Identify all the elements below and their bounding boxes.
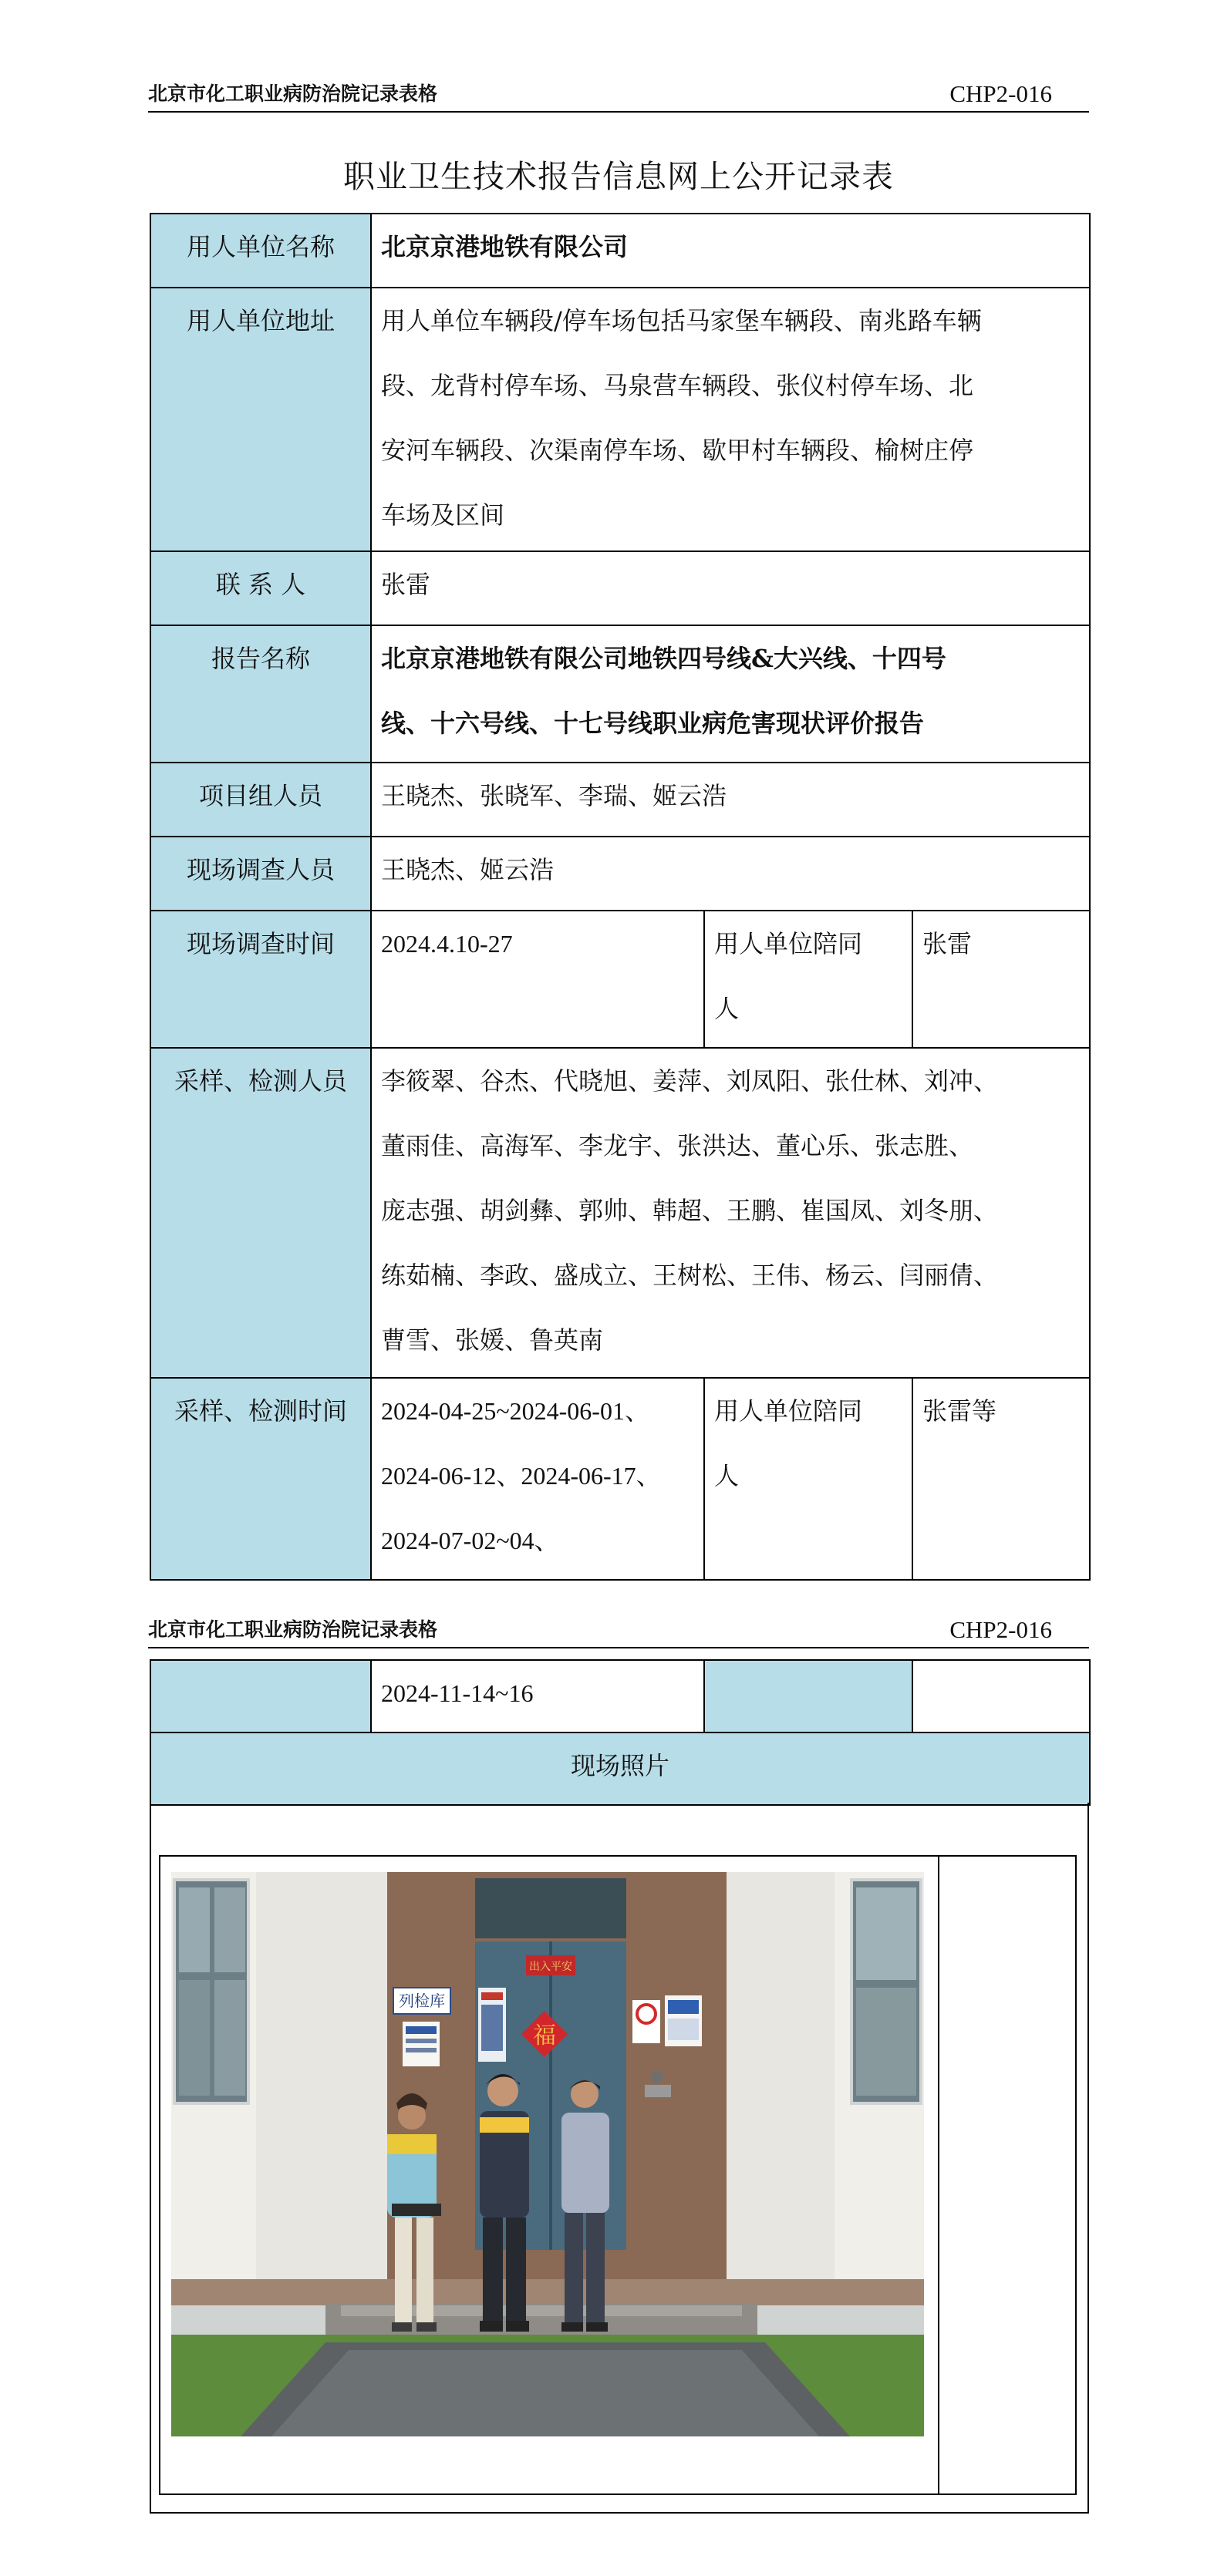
door-banner: 出入平安 bbox=[529, 1961, 572, 1973]
header-code: CHP2-016 bbox=[949, 80, 1052, 107]
address-line: 车场及区间 bbox=[381, 500, 505, 530]
sampling-staff-line: 董雨佳、高海军、李龙宇、张洪达、董心乐、张志胜、 bbox=[381, 1131, 974, 1160]
document-title: 职业卫生技术报告信息网上公开记录表 bbox=[343, 158, 894, 195]
value-survey-staff: 王晓杰、姬云浩 bbox=[371, 837, 1090, 911]
frame-divider bbox=[938, 1857, 939, 2494]
address-line: 段、龙背村停车场、马泉营车辆段、张仪村停车场、北 bbox=[381, 371, 974, 400]
value-survey-companion: 张雷 bbox=[912, 911, 1090, 1048]
value-sampling-companion: 张雷等 bbox=[912, 1378, 1090, 1580]
row-sampling-staff bbox=[150, 1048, 1090, 1378]
label-employer-name: 用人单位名称 bbox=[150, 214, 371, 288]
value-employer-address bbox=[371, 288, 1090, 551]
label-sampling-companion bbox=[704, 1378, 912, 1580]
label-survey-staff: 现场调查人员 bbox=[150, 837, 371, 911]
sign-label: 列检库 bbox=[399, 1992, 445, 2010]
row-project-team bbox=[150, 763, 1090, 837]
site-photo bbox=[171, 1872, 924, 2436]
row-employer-name bbox=[150, 214, 1090, 288]
value-sampling-staff bbox=[371, 1048, 1090, 1378]
record-table bbox=[150, 213, 1091, 1581]
photo-frame bbox=[159, 1855, 1077, 2495]
address-line: 用人单位车辆段/停车场包括马家堡车辆段、南兆路车辆 bbox=[381, 306, 982, 335]
companion-label-line: 人 bbox=[714, 1461, 740, 1490]
row-survey-time bbox=[150, 911, 1090, 1048]
label-employer-address: 用人单位地址 bbox=[150, 288, 371, 551]
record-table-continued bbox=[150, 1659, 1091, 1806]
row-report-name bbox=[150, 625, 1090, 763]
sampling-staff-line: 李筱翠、谷杰、代晓旭、姜萍、刘凤阳、张仕林、刘冲、 bbox=[381, 1066, 999, 1096]
label-survey-companion bbox=[704, 911, 912, 1048]
row-survey-staff bbox=[150, 837, 1090, 911]
photo-area bbox=[150, 1803, 1089, 2514]
address-line: 安河车辆段、次渠南停车场、歇甲村车辆段、榆树庄停 bbox=[381, 436, 974, 465]
site-photo-illustration bbox=[171, 1872, 924, 2436]
sampling-staff-line: 曹雪、张媛、鲁英南 bbox=[381, 1325, 604, 1355]
value-contact: 张雷 bbox=[371, 551, 1090, 625]
header-org: 北京市化工职业病防治院记录表格 bbox=[148, 1618, 438, 1641]
label-sampling-time: 采样、检测时间 bbox=[150, 1378, 371, 1580]
row-photo-section bbox=[150, 1732, 1090, 1805]
row-employer-address bbox=[150, 288, 1090, 551]
photo-section-label: 现场照片 bbox=[150, 1732, 1090, 1805]
sampling-time-line: 2024-06-12、2024-06-17、 bbox=[381, 1462, 661, 1490]
label-project-team: 项目组人员 bbox=[150, 763, 371, 837]
label-contact: 联 系 人 bbox=[150, 551, 371, 625]
value-project-team: 王晓杰、张晓军、李瑞、姬云浩 bbox=[371, 763, 1090, 837]
fu-character: 福 bbox=[533, 2022, 556, 2049]
page-header bbox=[148, 1613, 1089, 1648]
value-survey-time: 2024.4.10-27 bbox=[371, 911, 704, 1048]
sampling-staff-line: 庞志强、胡剑彝、郭帅、韩超、王鹏、崔国凤、刘冬朋、 bbox=[381, 1196, 999, 1225]
page-header bbox=[148, 77, 1089, 113]
label-report-name: 报告名称 bbox=[150, 625, 371, 763]
sampling-time-line: 2024-07-02~04、 bbox=[381, 1527, 559, 1554]
value-sampling-time bbox=[371, 1378, 704, 1580]
companion-label-line: 用人单位陪同 bbox=[714, 1396, 863, 1426]
sampling-time-line: 2024-04-25~2024-06-01、 bbox=[381, 1397, 649, 1425]
header-org: 北京市化工职业病防治院记录表格 bbox=[148, 82, 438, 105]
value-sampling-time-continued: 2024-11-14~16 bbox=[371, 1660, 704, 1732]
sampling-staff-line: 练茹楠、李政、盛成立、王树松、王伟、杨云、闫丽倩、 bbox=[381, 1261, 999, 1290]
label-empty bbox=[150, 1660, 371, 1732]
value-empty bbox=[912, 1660, 1090, 1732]
value-employer-name: 北京京港地铁有限公司 bbox=[371, 214, 1090, 288]
row-contact bbox=[150, 551, 1090, 625]
report-name-line: 北京京港地铁有限公司地铁四号线&大兴线、十四号 bbox=[381, 644, 946, 673]
report-name-line: 线、十六号线、十七号线职业病危害现状评价报告 bbox=[381, 709, 925, 738]
label-sampling-staff: 采样、检测人员 bbox=[150, 1048, 371, 1378]
companion-label-line: 人 bbox=[714, 994, 740, 1023]
value-report-name bbox=[371, 625, 1090, 763]
row-sampling-time-continued bbox=[150, 1660, 1090, 1732]
label-survey-time: 现场调查时间 bbox=[150, 911, 371, 1048]
header-code: CHP2-016 bbox=[949, 1616, 1052, 1643]
row-sampling-time bbox=[150, 1378, 1090, 1580]
label-empty bbox=[704, 1660, 912, 1732]
companion-label-line: 用人单位陪同 bbox=[714, 929, 863, 958]
